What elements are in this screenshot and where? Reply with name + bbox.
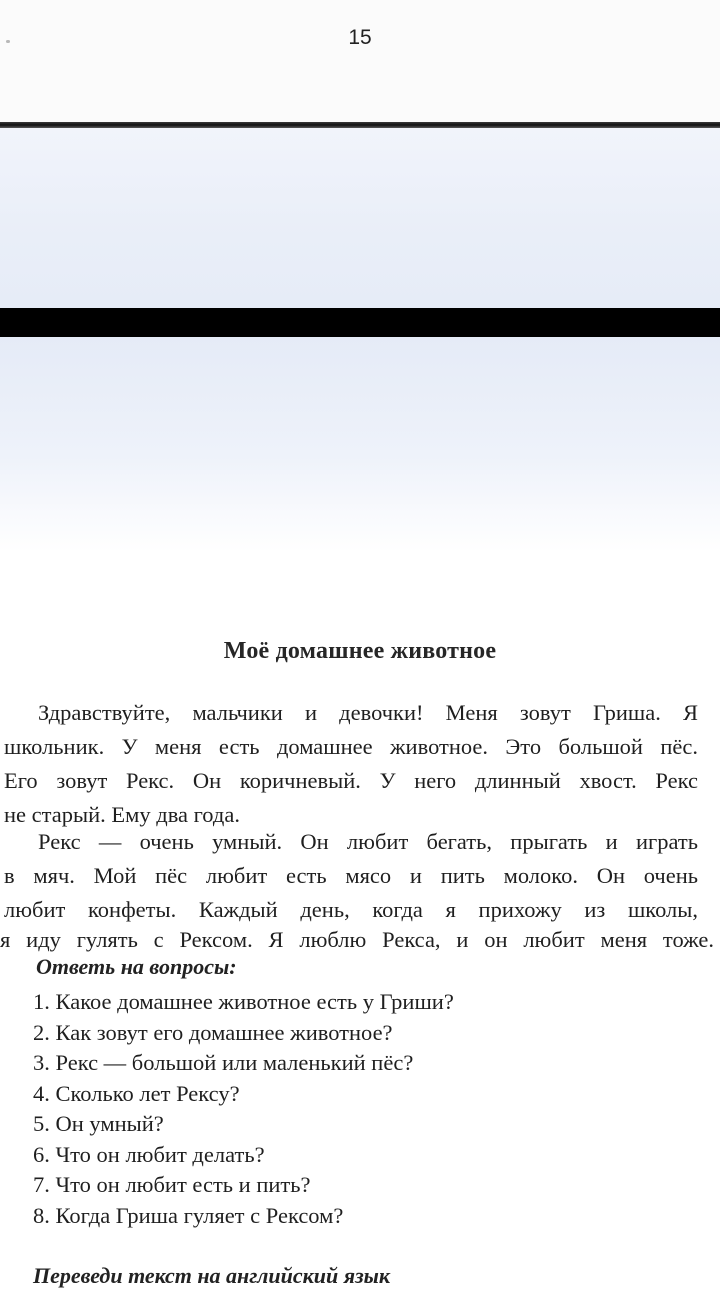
truncated-instruction: Переведи текст на английский язык bbox=[33, 1263, 391, 1288]
questions-heading: Ответь на вопросы: bbox=[36, 954, 237, 979]
paragraph-line: в мяч. Мой пёс любит есть мясо и пить молоко. Он очень bbox=[4, 863, 698, 888]
paragraph-line: любит конфеты. Каждый день, когда я прихожу из школы, bbox=[4, 897, 698, 922]
paragraph-line: Здравствуйте, мальчики и девочки! Меня зовут Гриша. Я bbox=[38, 700, 698, 725]
paragraph-line: Рекс — очень умный. Он любит бегать, прыгать и играть bbox=[38, 829, 698, 854]
question-item: 5. Он умный? bbox=[33, 1111, 164, 1136]
scan-background bbox=[0, 337, 720, 552]
page-number: 15 bbox=[348, 26, 372, 49]
document-title: Моё домашнее животное bbox=[223, 638, 497, 664]
previous-page-bottom bbox=[0, 0, 720, 122]
question-item: 1. Какое домашнее животное есть у Гриши? bbox=[33, 989, 454, 1014]
question-item: 6. Что он любит делать? bbox=[33, 1141, 265, 1167]
scan-background bbox=[0, 128, 720, 308]
paragraph-line: не старый. Ему два года. bbox=[4, 802, 240, 827]
question-item: 4. Сколько лет Рексу? bbox=[33, 1080, 240, 1106]
question-item: 7. Что он любит есть и пить? bbox=[33, 1172, 311, 1197]
paragraph-line: я иду гулять с Рексом. Я люблю Рекса, и он любит меня тоже. bbox=[0, 927, 714, 952]
question-item: 2. Как зовут его домашнее животное? bbox=[33, 1019, 393, 1045]
questions-list bbox=[33, 987, 454, 1231]
scan-black-bar bbox=[0, 308, 720, 337]
paragraph-line: школьник. У меня есть домашнее животное. Это большой пёс. bbox=[4, 734, 698, 759]
paragraph-line: Его зовут Рекс. Он коричневый. У него длинный хвост. Рекс bbox=[4, 768, 698, 793]
question-item: 8. Когда Гриша гуляет с Рексом? bbox=[33, 1202, 344, 1228]
question-item: 3. Рекс — большой или маленький пёс? bbox=[33, 1050, 414, 1075]
